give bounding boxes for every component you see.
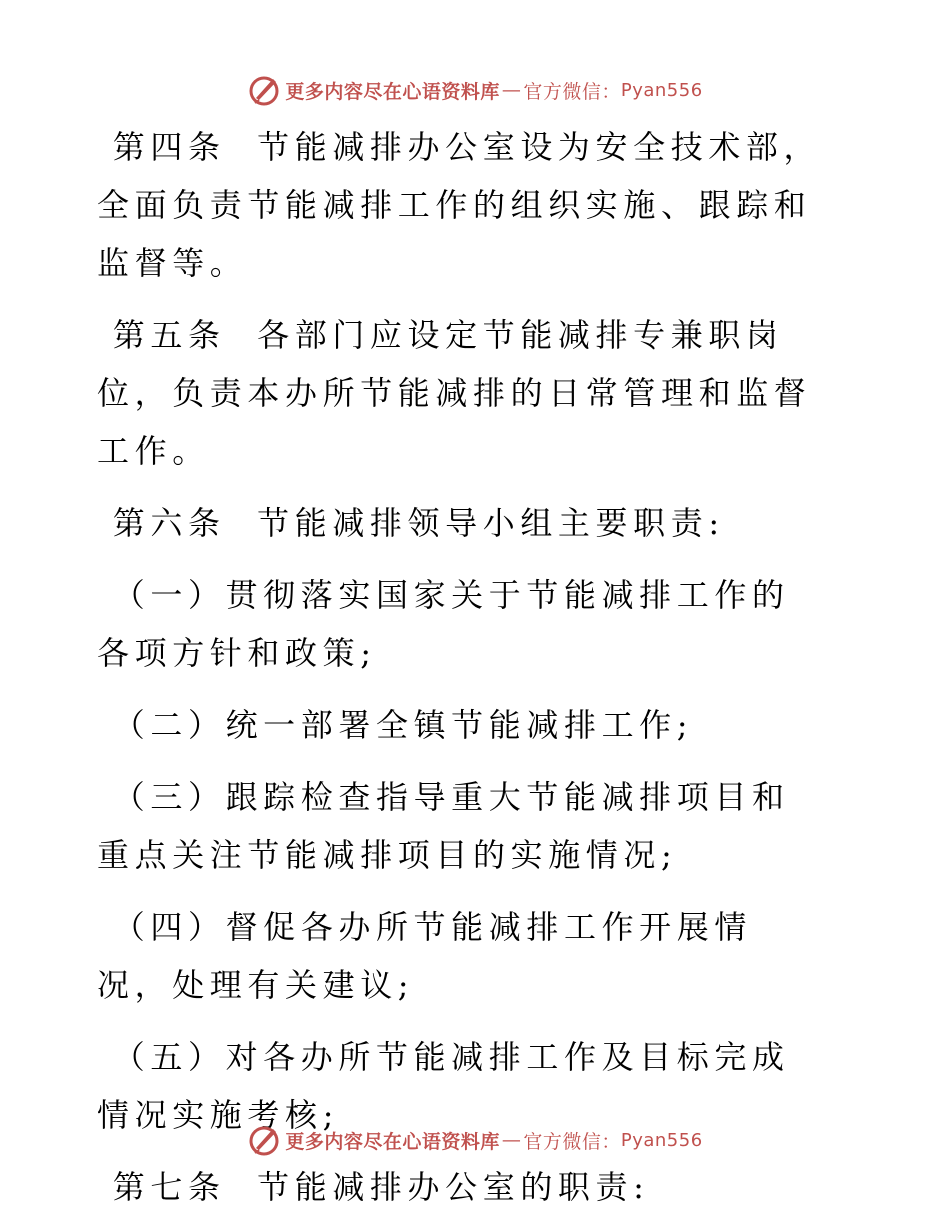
watermark-brand: 更多内容尽在心语资料库 [285,80,500,103]
watermark-separator: — [501,1129,522,1151]
quill-logo-icon [247,1123,281,1157]
watermark-wechat-id: Pyan556 [620,79,703,101]
watermark-wechat-id: Pyan556 [620,1129,703,1151]
paragraph-item-4: （四）督促各办所节能减排工作开展情况，处理有关建议; [97,908,752,1004]
paragraph-item-5: （五）对各办所节能减排工作及目标完成情况实施考核; [97,1038,790,1134]
paragraph-article-6: 第六条 节能减排领导小组主要职责: [97,504,725,542]
paragraph-article-4: 第四条 节能减排办公室设为安全技术部，全面负责节能减排工作的组织实施、跟踪和监督等。 [97,128,822,282]
paragraph-article-5: 第五条 各部门应设定节能减排专兼职岗位，负责本办所节能减排的日常管理和监督工作。 [97,316,812,470]
document-body [97,118,827,1230]
header-watermark [0,70,950,110]
paragraph-item-2: （二）统一部署全镇节能减排工作; [97,706,694,744]
paragraph-item-3: （三）跟踪检查指导重大节能减排项目和重点关注节能减排项目的实施情况; [97,778,790,874]
paragraph-item-1: （一）贯彻落实国家关于节能减排工作的各项方针和政策; [97,576,790,672]
watermark-wechat-label: 官方微信： [523,1130,621,1153]
paragraph-article-7: 第七条 节能减排办公室的职责: [97,1168,650,1206]
watermark-separator: — [501,79,522,101]
quill-logo-icon [247,73,281,107]
footer-watermark [0,1120,950,1160]
watermark-brand: 更多内容尽在心语资料库 [285,1130,500,1153]
watermark-wechat-label: 官方微信： [523,80,621,103]
